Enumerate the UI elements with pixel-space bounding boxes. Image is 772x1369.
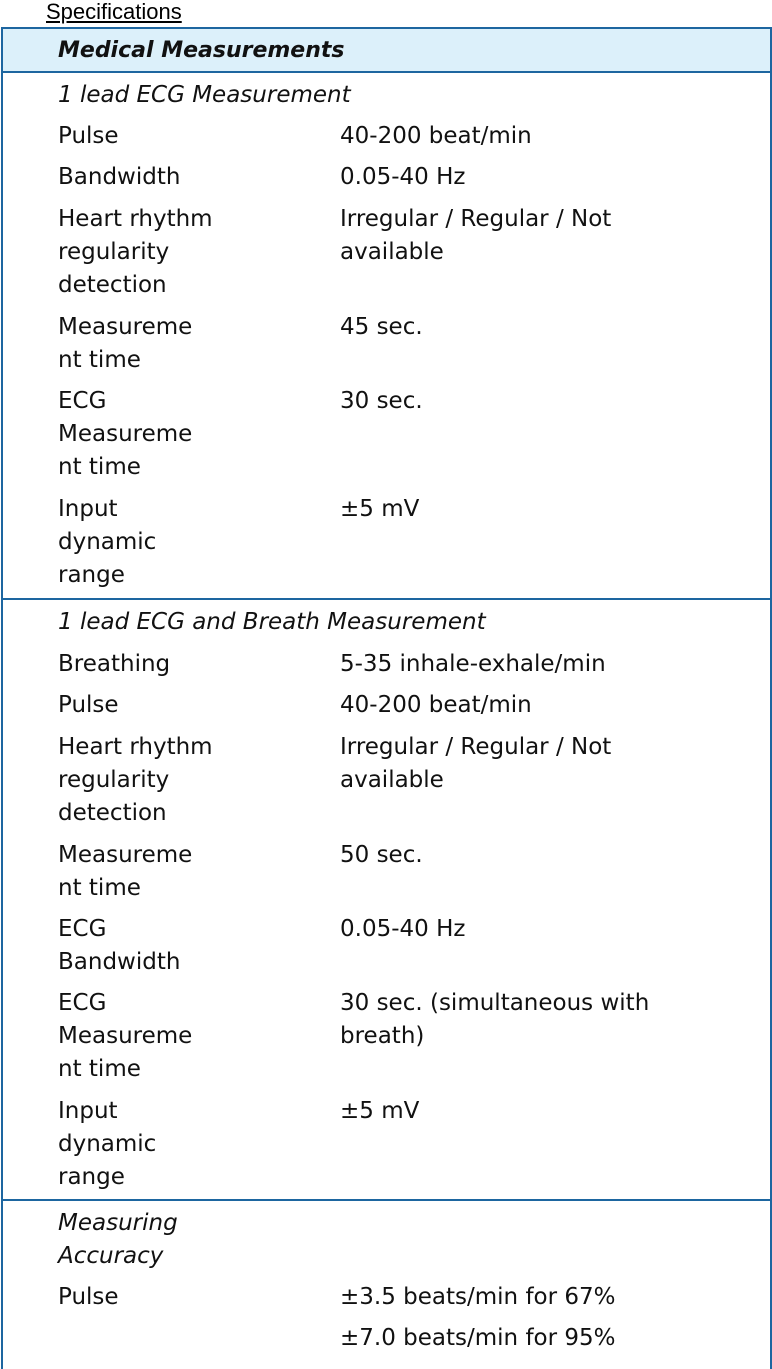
label-line: ECG (58, 916, 107, 942)
row-value: 40-200 beat/min (340, 692, 532, 718)
row-value (340, 987, 740, 1053)
value-line: breath) (340, 1023, 425, 1049)
row-label (58, 311, 308, 377)
section-1-lead-ecg (3, 73, 770, 600)
label-line: nt time (58, 1056, 141, 1082)
value-line: available (340, 239, 444, 265)
row-value: 0.05-40 Hz (340, 164, 466, 190)
row-label (58, 913, 308, 979)
label-line: regularity (58, 767, 170, 793)
label-line: ECG (58, 990, 107, 1016)
row-label (58, 987, 308, 1086)
row-label (58, 1095, 308, 1194)
row-label: Pulse (58, 692, 119, 718)
row-value: 40-200 beat/min (340, 123, 532, 149)
value-line: 30 sec. (simultaneous with (340, 990, 650, 1016)
row-value: ±5 mV (340, 496, 420, 522)
row-label (58, 203, 308, 302)
section-title: 1 lead ECG and Breath Measurement (58, 609, 486, 635)
row-value (340, 203, 740, 269)
label-line: Measureme (58, 842, 193, 868)
row-value: ±5 mV (340, 1098, 420, 1124)
row-value: 50 sec. (340, 842, 423, 868)
table-header: Medical Measurements (3, 29, 770, 73)
row-label (58, 731, 308, 830)
row-label: Bandwidth (58, 164, 181, 190)
label-line: Measureme (58, 1023, 193, 1049)
label-line: nt time (58, 347, 141, 373)
row-label: Pulse (58, 1284, 119, 1310)
label-line: ECG (58, 388, 107, 414)
row-label (58, 385, 308, 484)
section-title (58, 1207, 178, 1273)
label-line: detection (58, 800, 167, 826)
row-value: ±7.0 beats/min for 95% (340, 1325, 616, 1351)
label-line: dynamic (58, 529, 157, 555)
specifications-table (1, 27, 772, 1369)
label-line: range (58, 1164, 125, 1190)
row-label: Breathing (58, 651, 171, 677)
label-line: Heart rhythm (58, 734, 213, 760)
row-label: Pulse (58, 123, 119, 149)
row-value: 5-35 inhale-exhale/min (340, 651, 606, 677)
label-line: Heart rhythm (58, 206, 213, 232)
row-value: 30 sec. (340, 388, 423, 414)
label-line: Bandwidth (58, 949, 181, 975)
row-value: 0.05-40 Hz (340, 916, 466, 942)
label-line: Measureme (58, 314, 193, 340)
value-line: Irregular / Regular / Not (340, 734, 612, 760)
section-ecg-and-breath (3, 600, 770, 1201)
row-value: ±3.5 beats/min for 67% (340, 1284, 616, 1310)
title-line: Accuracy (58, 1243, 164, 1269)
label-line: dynamic (58, 1131, 157, 1157)
label-line: regularity (58, 239, 170, 265)
label-line: Input (58, 496, 118, 522)
title-line: Measuring (58, 1210, 178, 1236)
row-value (340, 731, 740, 797)
page-section-label: Specifications (46, 0, 182, 24)
label-line: range (58, 562, 125, 588)
value-line: available (340, 767, 444, 793)
section-title: 1 lead ECG Measurement (58, 82, 351, 108)
row-label (58, 839, 308, 905)
label-line: Input (58, 1098, 118, 1124)
value-line: Irregular / Regular / Not (340, 206, 612, 232)
section-measuring-accuracy (3, 1201, 770, 1366)
label-line: detection (58, 272, 167, 298)
row-label (58, 493, 308, 592)
label-line: Measureme (58, 421, 193, 447)
label-line: nt time (58, 454, 141, 480)
row-value: 45 sec. (340, 314, 423, 340)
label-line: nt time (58, 875, 141, 901)
